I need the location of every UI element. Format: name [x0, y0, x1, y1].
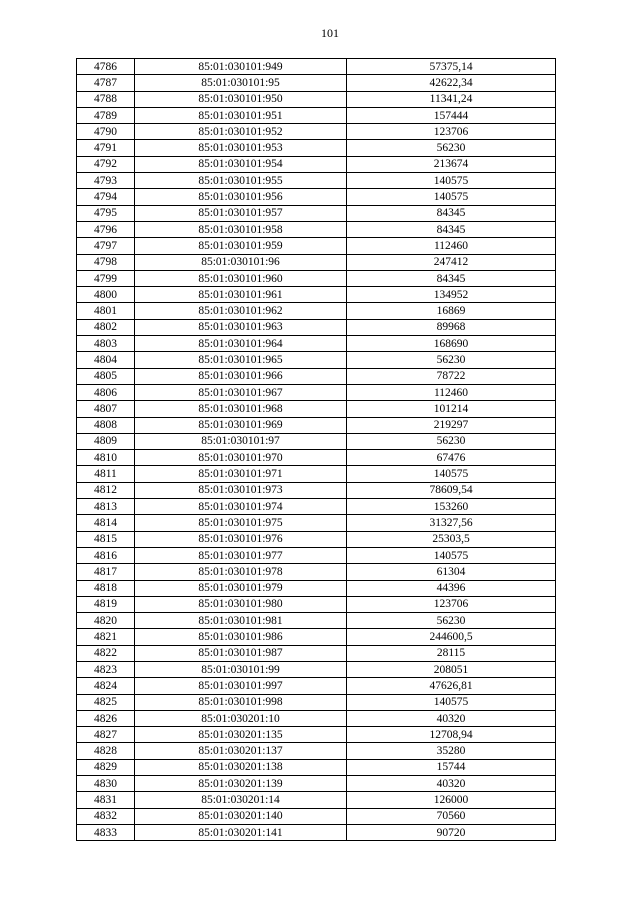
cadastral-number-cell: 85:01:030101:969 [135, 417, 347, 433]
row-number-cell: 4831 [77, 792, 135, 808]
value-cell: 140575 [347, 466, 556, 482]
table-row [77, 221, 556, 237]
cadastral-number-cell: 85:01:030101:964 [135, 336, 347, 352]
cadastral-number-cell: 85:01:030201:141 [135, 824, 347, 840]
row-number-cell: 4822 [77, 645, 135, 661]
table-row [77, 59, 556, 75]
row-number-cell: 4790 [77, 124, 135, 140]
value-cell: 67476 [347, 450, 556, 466]
table-row [77, 629, 556, 645]
value-cell: 89968 [347, 319, 556, 335]
table-row [77, 254, 556, 270]
cadastral-number-cell: 85:01:030101:99 [135, 661, 347, 677]
value-cell: 28115 [347, 645, 556, 661]
table-row [77, 645, 556, 661]
table-row [77, 352, 556, 368]
row-number-cell: 4797 [77, 238, 135, 254]
value-cell: 84345 [347, 221, 556, 237]
cadastral-number-cell: 85:01:030101:950 [135, 91, 347, 107]
row-number-cell: 4811 [77, 466, 135, 482]
cadastral-number-cell: 85:01:030101:953 [135, 140, 347, 156]
row-number-cell: 4818 [77, 580, 135, 596]
row-number-cell: 4829 [77, 759, 135, 775]
value-cell: 101214 [347, 401, 556, 417]
value-cell: 56230 [347, 613, 556, 629]
cadastral-number-cell: 85:01:030101:973 [135, 482, 347, 498]
table-row [77, 482, 556, 498]
row-number-cell: 4795 [77, 205, 135, 221]
value-cell: 247412 [347, 254, 556, 270]
table-row [77, 91, 556, 107]
row-number-cell: 4828 [77, 743, 135, 759]
cadastral-number-cell: 85:01:030101:954 [135, 156, 347, 172]
value-cell: 112460 [347, 384, 556, 400]
table-row [77, 417, 556, 433]
cadastral-number-cell: 85:01:030201:139 [135, 776, 347, 792]
row-number-cell: 4796 [77, 221, 135, 237]
cadastral-number-cell: 85:01:030201:140 [135, 808, 347, 824]
table-row [77, 515, 556, 531]
cadastral-number-cell: 85:01:030101:963 [135, 319, 347, 335]
table-row [77, 303, 556, 319]
value-cell: 208051 [347, 661, 556, 677]
table-row [77, 287, 556, 303]
value-cell: 157444 [347, 107, 556, 123]
table-row [77, 433, 556, 449]
cadastral-number-cell: 85:01:030101:97 [135, 433, 347, 449]
cadastral-number-cell: 85:01:030101:960 [135, 270, 347, 286]
row-number-cell: 4800 [77, 287, 135, 303]
value-cell: 112460 [347, 238, 556, 254]
table-row [77, 450, 556, 466]
table-row [77, 792, 556, 808]
cadastral-number-cell: 85:01:030101:978 [135, 564, 347, 580]
table-row [77, 499, 556, 515]
row-number-cell: 4799 [77, 270, 135, 286]
value-cell: 25303,5 [347, 531, 556, 547]
value-cell: 78722 [347, 368, 556, 384]
row-number-cell: 4791 [77, 140, 135, 156]
table-row [77, 613, 556, 629]
table-row [77, 466, 556, 482]
row-number-cell: 4814 [77, 515, 135, 531]
table-row [77, 727, 556, 743]
row-number-cell: 4821 [77, 629, 135, 645]
cadastral-number-cell: 85:01:030101:965 [135, 352, 347, 368]
row-number-cell: 4825 [77, 694, 135, 710]
row-number-cell: 4812 [77, 482, 135, 498]
row-number-cell: 4815 [77, 531, 135, 547]
cadastral-number-cell: 85:01:030101:976 [135, 531, 347, 547]
cadastral-number-cell: 85:01:030101:980 [135, 596, 347, 612]
row-number-cell: 4804 [77, 352, 135, 368]
row-number-cell: 4805 [77, 368, 135, 384]
table-row [77, 596, 556, 612]
cadastral-number-cell: 85:01:030101:981 [135, 613, 347, 629]
cadastral-number-cell: 85:01:030101:979 [135, 580, 347, 596]
cadastral-number-cell: 85:01:030101:962 [135, 303, 347, 319]
table-row [77, 678, 556, 694]
value-cell: 31327,56 [347, 515, 556, 531]
cadastral-number-cell: 85:01:030101:961 [135, 287, 347, 303]
row-number-cell: 4807 [77, 401, 135, 417]
cadastral-number-cell: 85:01:030101:957 [135, 205, 347, 221]
value-cell: 56230 [347, 433, 556, 449]
value-cell: 35280 [347, 743, 556, 759]
row-number-cell: 4816 [77, 547, 135, 563]
row-number-cell: 4808 [77, 417, 135, 433]
cadastral-number-cell: 85:01:030101:967 [135, 384, 347, 400]
row-number-cell: 4833 [77, 824, 135, 840]
table-row [77, 384, 556, 400]
row-number-cell: 4827 [77, 727, 135, 743]
cadastral-number-cell: 85:01:030101:949 [135, 59, 347, 75]
table-row [77, 694, 556, 710]
value-cell: 16869 [347, 303, 556, 319]
table-row [77, 173, 556, 189]
cadastral-number-cell: 85:01:030201:138 [135, 759, 347, 775]
value-cell: 12708,94 [347, 727, 556, 743]
row-number-cell: 4792 [77, 156, 135, 172]
cadastral-number-cell: 85:01:030101:96 [135, 254, 347, 270]
value-cell: 57375,14 [347, 59, 556, 75]
value-cell: 153260 [347, 499, 556, 515]
cadastral-number-cell: 85:01:030101:952 [135, 124, 347, 140]
table-row [77, 743, 556, 759]
table-row [77, 564, 556, 580]
table-row [77, 547, 556, 563]
value-cell: 140575 [347, 173, 556, 189]
cadastral-number-cell: 85:01:030201:137 [135, 743, 347, 759]
table-row [77, 156, 556, 172]
table-row [77, 205, 556, 221]
table-row [77, 107, 556, 123]
row-number-cell: 4794 [77, 189, 135, 205]
value-cell: 140575 [347, 189, 556, 205]
table-row [77, 759, 556, 775]
row-number-cell: 4798 [77, 254, 135, 270]
table-row [77, 124, 556, 140]
cadastral-number-cell: 85:01:030101:958 [135, 221, 347, 237]
value-cell: 42622,34 [347, 75, 556, 91]
cadastral-number-cell: 85:01:030101:986 [135, 629, 347, 645]
row-number-cell: 4789 [77, 107, 135, 123]
cadastral-number-cell: 85:01:030101:955 [135, 173, 347, 189]
cadastral-number-cell: 85:01:030101:95 [135, 75, 347, 91]
value-cell: 47626,81 [347, 678, 556, 694]
cadastral-number-cell: 85:01:030201:10 [135, 710, 347, 726]
table-row [77, 776, 556, 792]
table-row [77, 580, 556, 596]
row-number-cell: 4802 [77, 319, 135, 335]
table-row [77, 238, 556, 254]
value-cell: 213674 [347, 156, 556, 172]
value-cell: 168690 [347, 336, 556, 352]
value-cell: 61304 [347, 564, 556, 580]
page-number: 101 [321, 26, 339, 40]
cadastral-number-cell: 85:01:030101:956 [135, 189, 347, 205]
table-body [77, 59, 556, 841]
row-number-cell: 4806 [77, 384, 135, 400]
cadastral-number-cell: 85:01:030101:998 [135, 694, 347, 710]
cadastral-number-cell: 85:01:030101:987 [135, 645, 347, 661]
table-row [77, 401, 556, 417]
row-number-cell: 4788 [77, 91, 135, 107]
cadastral-number-cell: 85:01:030101:970 [135, 450, 347, 466]
value-cell: 40320 [347, 776, 556, 792]
cadastral-number-cell: 85:01:030101:959 [135, 238, 347, 254]
row-number-cell: 4793 [77, 173, 135, 189]
row-number-cell: 4832 [77, 808, 135, 824]
value-cell: 56230 [347, 352, 556, 368]
value-cell: 11341,24 [347, 91, 556, 107]
value-cell: 84345 [347, 205, 556, 221]
row-number-cell: 4801 [77, 303, 135, 319]
cadastral-number-cell: 85:01:030101:975 [135, 515, 347, 531]
row-number-cell: 4813 [77, 499, 135, 515]
row-number-cell: 4809 [77, 433, 135, 449]
value-cell: 134952 [347, 287, 556, 303]
row-number-cell: 4823 [77, 661, 135, 677]
table-row [77, 270, 556, 286]
table-row [77, 140, 556, 156]
row-number-cell: 4824 [77, 678, 135, 694]
table-row [77, 319, 556, 335]
table-row [77, 710, 556, 726]
value-cell: 78609,54 [347, 482, 556, 498]
value-cell: 15744 [347, 759, 556, 775]
value-cell: 70560 [347, 808, 556, 824]
row-number-cell: 4819 [77, 596, 135, 612]
row-number-cell: 4817 [77, 564, 135, 580]
row-number-cell: 4787 [77, 75, 135, 91]
cadastral-value-table [76, 58, 556, 841]
row-number-cell: 4830 [77, 776, 135, 792]
table-row [77, 531, 556, 547]
value-cell: 84345 [347, 270, 556, 286]
value-cell: 123706 [347, 124, 556, 140]
cadastral-number-cell: 85:01:030101:977 [135, 547, 347, 563]
cadastral-number-cell: 85:01:030101:951 [135, 107, 347, 123]
value-cell: 219297 [347, 417, 556, 433]
row-number-cell: 4786 [77, 59, 135, 75]
cadastral-number-cell: 85:01:030201:135 [135, 727, 347, 743]
cadastral-number-cell: 85:01:030101:968 [135, 401, 347, 417]
table-row [77, 75, 556, 91]
table-row [77, 368, 556, 384]
value-cell: 244600,5 [347, 629, 556, 645]
cadastral-number-cell: 85:01:030201:14 [135, 792, 347, 808]
value-cell: 56230 [347, 140, 556, 156]
value-cell: 140575 [347, 547, 556, 563]
value-cell: 40320 [347, 710, 556, 726]
cadastral-number-cell: 85:01:030101:971 [135, 466, 347, 482]
row-number-cell: 4810 [77, 450, 135, 466]
row-number-cell: 4803 [77, 336, 135, 352]
cadastral-number-cell: 85:01:030101:997 [135, 678, 347, 694]
cadastral-number-cell: 85:01:030101:966 [135, 368, 347, 384]
value-cell: 90720 [347, 824, 556, 840]
value-cell: 126000 [347, 792, 556, 808]
row-number-cell: 4820 [77, 613, 135, 629]
table-row [77, 661, 556, 677]
table-row [77, 189, 556, 205]
table-row [77, 824, 556, 840]
value-cell: 44396 [347, 580, 556, 596]
row-number-cell: 4826 [77, 710, 135, 726]
table-row [77, 808, 556, 824]
table-row [77, 336, 556, 352]
value-cell: 123706 [347, 596, 556, 612]
cadastral-number-cell: 85:01:030101:974 [135, 499, 347, 515]
value-cell: 140575 [347, 694, 556, 710]
